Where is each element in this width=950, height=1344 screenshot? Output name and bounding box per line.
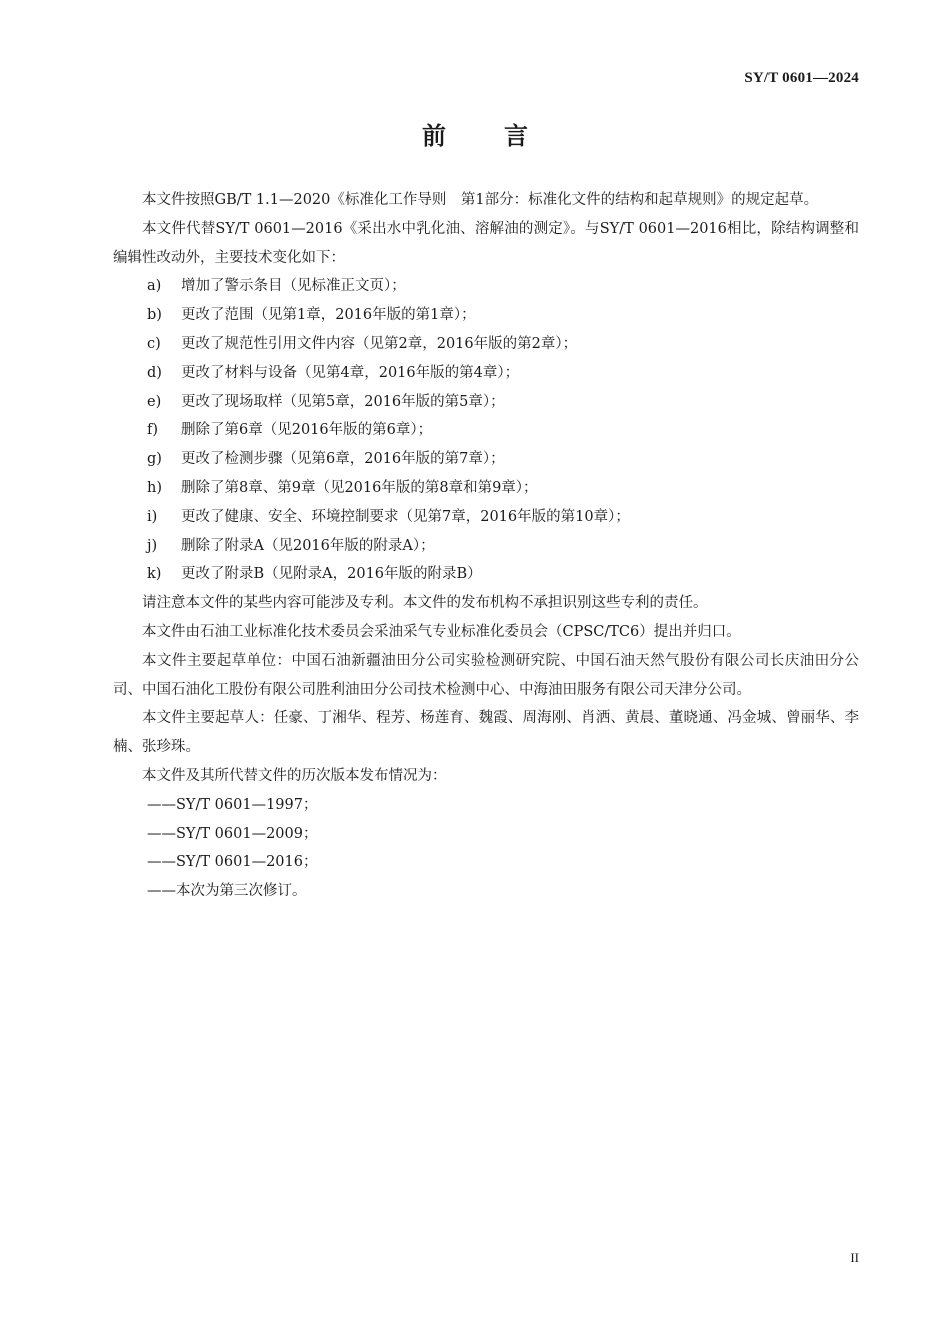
list-item-text: 更改了检测步骤（见第6章，2016年版的第7章）； xyxy=(181,451,505,468)
list-item xyxy=(113,330,859,359)
list-item-text: 删除了附录A（见2016年版的附录A）； xyxy=(181,537,435,554)
list-item xyxy=(113,359,859,388)
list-item-label: f) xyxy=(147,422,159,439)
list-item-label: i) xyxy=(147,508,158,525)
list-item xyxy=(113,560,859,589)
paragraph-replacement: 本文件代替SY/T 0601—2016《采出水中乳化油、溶解油的测定》。与SY/T 0601—2016相比，除结构调整和编辑性改动外，主要技术变化如下： xyxy=(113,220,859,266)
paragraph-drafters: 本文件主要起草人：任豪、丁湘华、程芳、杨莲育、魏霞、周海刚、肖洒、黄晨、董晓通、冯金城、曾丽华、李楠、张珍珠。 xyxy=(113,710,859,756)
list-item xyxy=(113,272,859,301)
page-title: 前言 xyxy=(422,121,586,150)
paragraph-history-intro: 本文件及其所代替文件的历次版本发布情况为： xyxy=(142,767,447,784)
list-item-label: g) xyxy=(147,451,162,468)
list-item-text: 更改了现场取样（见第5章，2016年版的第5章）； xyxy=(181,393,505,410)
paragraph-patent-notice: 请注意本文件的某些内容可能涉及专利。本文件的发布机构不承担识别这些专利的责任。 xyxy=(142,595,708,612)
list-item xyxy=(113,503,859,532)
list-item-label: d) xyxy=(147,364,162,381)
paragraph-proposer: 本文件由石油工业标准化技术委员会采油采气专业标准化委员会（CPSC/TC6）提出并归口。 xyxy=(142,623,741,640)
history-item: ——SY/T 0601—2009； xyxy=(147,825,318,842)
paragraph-drafting-rules: 本文件按照GB/T 1.1—2020《标准化工作导则 第1部分：标准化文件的结构和起草规则》的规定起草。 xyxy=(142,192,819,208)
list-item xyxy=(113,445,859,474)
list-item-label: h) xyxy=(147,479,162,496)
history-list xyxy=(113,791,859,906)
page-number: II xyxy=(850,1250,859,1265)
list-item-label: j) xyxy=(147,537,158,554)
list-item-text: 更改了材料与设备（见第4章，2016年版的第4章）； xyxy=(181,364,520,381)
list-item xyxy=(113,388,859,417)
foreword-body xyxy=(113,186,859,906)
list-item-text: 删除了第6章（见2016年版的第6章）； xyxy=(181,422,433,439)
history-item: ——本次为第三次修订。 xyxy=(147,883,307,900)
list-item-label: e) xyxy=(147,393,162,410)
list-item-text: 增加了警示条目（见标准正文页）； xyxy=(181,278,406,295)
history-item: ——SY/T 0601—2016； xyxy=(147,854,318,871)
list-item-label: c) xyxy=(147,335,161,352)
list-item xyxy=(113,416,859,445)
list-item xyxy=(113,532,859,561)
list-item-label: a) xyxy=(147,278,162,295)
history-item: ——SY/T 0601—1997； xyxy=(147,796,318,813)
list-item-label: b) xyxy=(147,307,162,324)
paragraph-drafting-units: 本文件主要起草单位：中国石油新疆油田分公司实验检测研究院、中国石油天然气股份有限公司长庆油田分公司、中国石油化工股份有限公司胜利油田分公司技术检测中心、中海油田服务有限公司天津分公司。 xyxy=(113,652,859,698)
list-item xyxy=(113,474,859,503)
list-item-text: 删除了第8章、第9章（见2016年版的第8章和第9章）； xyxy=(181,479,538,496)
list-item-text: 更改了范围（见第1章，2016年版的第1章）； xyxy=(181,307,476,324)
list-item-label: k) xyxy=(147,566,162,583)
list-item-text: 更改了附录B（见附录A，2016年版的附录B） xyxy=(181,566,482,583)
list-item-text: 更改了规范性引用文件内容（见第2章，2016年版的第2章）； xyxy=(181,335,578,352)
list-item xyxy=(113,301,859,330)
standard-code: SY/T 0601—2024 xyxy=(744,70,859,86)
changes-list xyxy=(113,272,859,589)
list-item-text: 更改了健康、安全、环境控制要求（见第7章，2016年版的第10章）； xyxy=(181,508,630,525)
